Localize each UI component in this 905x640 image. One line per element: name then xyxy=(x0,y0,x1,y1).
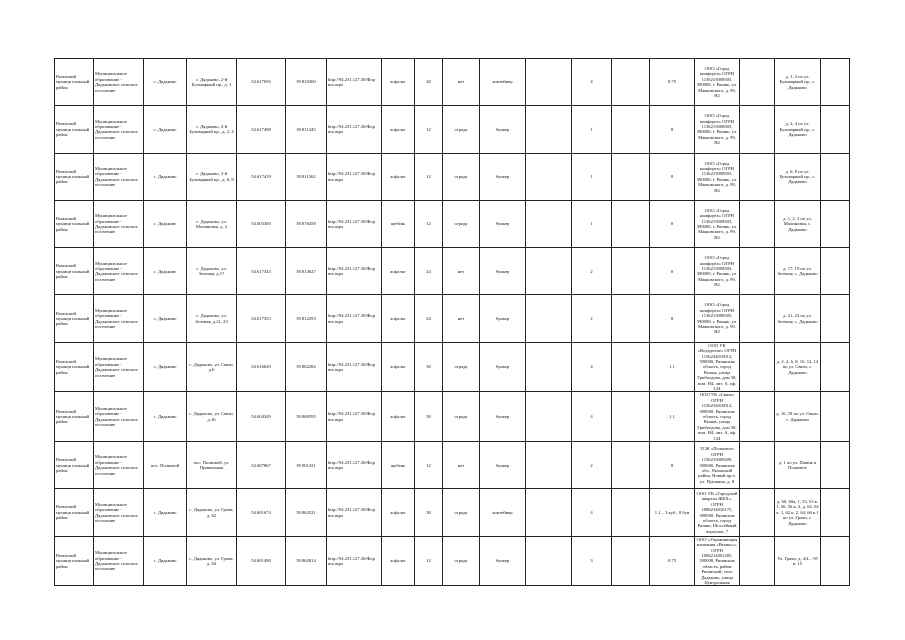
table-row xyxy=(55,248,850,295)
surface-cell: асфальт xyxy=(382,536,415,586)
empty-cell xyxy=(526,536,572,586)
served-objects-cell: д. 60, 60а, 1, 53, 53 к. 1, 56, 56 к. 2, д. 62, 62 к. 1, 62 к. 2, 64, 66 к.1 по ул. Грачи, с. Дядьково xyxy=(775,489,821,536)
fence-cell: ограда xyxy=(443,153,480,200)
map-link-cell: http://94.231.127.30/Фор ma.aspx xyxy=(327,248,382,295)
municipality-cell: Муниципальное образование - Дядьковское сельское поселение xyxy=(94,106,144,153)
fence-cell: нет xyxy=(443,295,480,342)
area-m2-cell: 12 xyxy=(415,153,443,200)
area-cell: Рязанский муници пальный район xyxy=(55,489,94,536)
fence-cell: ограда xyxy=(443,392,480,442)
surface-cell: асфальт xyxy=(382,248,415,295)
empty-cell xyxy=(526,442,572,489)
surface-cell: асфальт xyxy=(382,489,415,536)
volume-cell: 0.75 xyxy=(650,59,695,106)
volume-cell: 8 xyxy=(650,153,695,200)
table-row xyxy=(55,536,850,586)
table-row xyxy=(55,392,850,442)
area-cell: Рязанский муници пальный район xyxy=(55,106,94,153)
empty-cell xyxy=(612,342,650,392)
empty-cell xyxy=(526,200,572,247)
address-cell: с. Дядьково, ул. Малиновая, д. 2 xyxy=(187,200,237,247)
container-type-cell: бункер xyxy=(480,200,526,247)
container-count-cell: 4 xyxy=(572,392,612,442)
empty-cell xyxy=(740,536,775,586)
volume-cell: 8 xyxy=(650,442,695,489)
container-type-cell: бункер xyxy=(480,153,526,200)
area-m2-cell: 50 xyxy=(415,342,443,392)
table-row xyxy=(55,342,850,392)
empty-cell xyxy=(740,342,775,392)
volume-cell: 8 xyxy=(650,248,695,295)
municipality-cell: Муниципальное образование - Дядьковское сельское поселение xyxy=(94,489,144,536)
container-count-cell: 1 xyxy=(572,200,612,247)
owner-cell: ООО «Управляющая компания «Рязань»», ОГРН 1066214001205, 390000, Рязанская область, район Рязанский, село Дядьково, улица Центральная xyxy=(695,536,740,586)
longitude-cell: 39.876458 xyxy=(286,200,327,247)
empty-cell xyxy=(821,295,850,342)
container-count-cell: 3 xyxy=(572,536,612,586)
volume-cell: 0.75 xyxy=(650,536,695,586)
table-body xyxy=(55,59,850,586)
served-objects-cell: д. 16, 18 по ул. Связи, с. Дядьково xyxy=(775,392,821,442)
latitude-cell: 54.617343 xyxy=(237,248,286,295)
address-cell: с. Дядьково, ул. Связи, д.16 xyxy=(187,392,237,442)
owner-cell: ООО «Город комфорта» ОГРН 1136215008505, 390000, г. Рязань, ул. Маяковского, д. 99, Н2 xyxy=(695,153,740,200)
served-objects-cell: Ул. Грачи, д. 4/4 – 95 к. 15 xyxy=(775,536,821,586)
container-count-cell: 2 xyxy=(572,295,612,342)
owner-cell: ООО УК «Городской квартал ЖКХ», ОГРН 1086234010175, 390000, Рязанская область, город Рязань, Шоссейный переулок, 7 xyxy=(695,489,740,536)
address-cell: с. Дядьково, ул. Грачи, д. 84 xyxy=(187,536,237,586)
empty-cell xyxy=(526,106,572,153)
address-cell: с. Дядьково, ул. Зеленая, д.17 xyxy=(187,248,237,295)
longitude-cell: 39.862814 xyxy=(286,536,327,586)
empty-cell xyxy=(821,153,850,200)
fence-cell: нет xyxy=(443,442,480,489)
address-cell: с. Дядьково, 2-й Бульварный пр., д. 2, 4 xyxy=(187,106,237,153)
volume-cell: 8 xyxy=(650,295,695,342)
map-link-cell: http://94.231.127.30/Фор ma.aspx xyxy=(327,442,382,489)
map-link-cell: http://94.231.127.30/Фор ma.aspx xyxy=(327,295,382,342)
owner-cell: ТСЖ «Полковое» ОГРН 1136215009209, 390000, Рязанская обл., Рязанский район, Новый пр-т, ул. Пушкина, д. 8 xyxy=(695,442,740,489)
latitude-cell: 54.617656 xyxy=(237,59,286,106)
area-m2-cell: 12 xyxy=(415,442,443,489)
area-cell: Рязанский муници пальный район xyxy=(55,442,94,489)
latitude-cell: 54.604349 xyxy=(237,392,286,442)
empty-cell xyxy=(612,392,650,442)
container-count-cell: 1 xyxy=(572,106,612,153)
area-cell: Рязанский муници пальный район xyxy=(55,248,94,295)
volume-cell: 8 xyxy=(650,200,695,247)
locality-cell: с. Дядьково xyxy=(144,248,187,295)
empty-cell xyxy=(740,295,775,342)
locality-cell: с. Дядьково xyxy=(144,392,187,442)
owner-cell: ООО УК «Связь» ОГРН 1156234010012, 390000, Рязанская область, город Рязань, улица Грибоедова, дом 58, пом. Н4, лит. А, оф. 124 xyxy=(695,392,740,442)
empty-cell xyxy=(526,489,572,536)
area-m2-cell: 24 xyxy=(415,295,443,342)
latitude-cell: 54.617353 xyxy=(237,295,286,342)
longitude-cell: 39.862521 xyxy=(286,489,327,536)
municipality-cell: Муниципальное образование - Дядьковское сельское поселение xyxy=(94,59,144,106)
surface-cell: асфальт xyxy=(382,342,415,392)
address-cell: с. Дядьково, ул. Зеленая, д.21, 23 xyxy=(187,295,237,342)
empty-cell xyxy=(821,442,850,489)
served-objects-cell: д. 21, 23 по ул. Зеленая, с. Дядьково xyxy=(775,295,821,342)
empty-cell xyxy=(526,342,572,392)
fence-cell: ограда xyxy=(443,342,480,392)
container-count-cell: 4 xyxy=(572,59,612,106)
fence-cell: ограда xyxy=(443,106,480,153)
map-link-cell: http://94.231.127.30/Фор ma.aspx xyxy=(327,106,382,153)
owner-cell: ООО «Город комфорта» ОГРН 1136215008505, 390000, г. Рязань, ул. Маяковского, д. 99, Н2 xyxy=(695,295,740,342)
empty-cell xyxy=(526,392,572,442)
empty-cell xyxy=(612,248,650,295)
empty-cell xyxy=(526,153,572,200)
area-cell: Рязанский муници пальный район xyxy=(55,153,94,200)
longitude-cell: 39.862282 xyxy=(286,342,327,392)
longitude-cell: 39.810300 xyxy=(286,59,327,106)
map-link-cell: http://94.231.127.30/Фор ma.aspx xyxy=(327,489,382,536)
empty-cell xyxy=(612,200,650,247)
volume-cell: 1.1 – 3 куб.; 8 бун xyxy=(650,489,695,536)
municipality-cell: Муниципальное образование - Дядьковское сельское поселение xyxy=(94,295,144,342)
municipality-cell: Муниципальное образование - Дядьковское сельское поселение xyxy=(94,200,144,247)
empty-cell xyxy=(740,59,775,106)
fence-cell: нет xyxy=(443,59,480,106)
waste-sites-table xyxy=(54,58,850,586)
container-type-cell: бункер xyxy=(480,295,526,342)
map-link-cell: http://94.231.127.30/Фор ma.aspx xyxy=(327,200,382,247)
municipality-cell: Муниципальное образование - Дядьковское сельское поселение xyxy=(94,153,144,200)
area-m2-cell: 12 xyxy=(415,200,443,247)
empty-cell xyxy=(821,248,850,295)
locality-cell: пос. Полковой xyxy=(144,442,187,489)
latitude-cell: 54.601490 xyxy=(237,536,286,586)
latitude-cell: 54.617419 xyxy=(237,153,286,200)
address-cell: с. Дядьково, 2-й Бульварный пр., д. 6, 8 xyxy=(187,153,237,200)
area-cell: Рязанский муници пальный район xyxy=(55,342,94,392)
owner-cell: ООО «Город комфорта» ОГРН 1136215008505, 390000, г. Рязань, ул. Маяковского, д. 99, Н2 xyxy=(695,106,740,153)
empty-cell xyxy=(526,295,572,342)
area-m2-cell: 12 xyxy=(415,106,443,153)
empty-cell xyxy=(526,248,572,295)
surface-cell: асфальт xyxy=(382,106,415,153)
locality-cell: с. Дядьково xyxy=(144,200,187,247)
locality-cell: с. Дядьково xyxy=(144,489,187,536)
surface-cell: асфальт xyxy=(382,295,415,342)
served-objects-cell: д. 1, 2, 3 по ул. Малиновая, с. Дядьково xyxy=(775,200,821,247)
empty-cell xyxy=(612,295,650,342)
empty-cell xyxy=(740,200,775,247)
map-link-cell: http://94.231.127.30/Фор ma.aspx xyxy=(327,153,382,200)
municipality-cell: Муниципальное образование - Дядьковское сельское поселение xyxy=(94,342,144,392)
container-type-cell: бункер xyxy=(480,248,526,295)
surface-cell: щебень xyxy=(382,442,415,489)
container-type-cell: контейнер xyxy=(480,59,526,106)
area-m2-cell: 50 xyxy=(415,392,443,442)
municipality-cell: Муниципальное образование - Дядьковское сельское поселение xyxy=(94,536,144,586)
longitude-cell: 39.901431 xyxy=(286,442,327,489)
longitude-cell: 39.814627 xyxy=(286,248,327,295)
registry-table-sheet xyxy=(54,58,849,585)
empty-cell xyxy=(740,153,775,200)
container-type-cell: бункер xyxy=(480,536,526,586)
area-m2-cell: 24 xyxy=(415,248,443,295)
container-count-cell: 2 xyxy=(572,248,612,295)
empty-cell xyxy=(740,392,775,442)
address-cell: с. Дядьково, 2-й Бульварный пр., д. 1 xyxy=(187,59,237,106)
container-type-cell: бункер xyxy=(480,392,526,442)
empty-cell xyxy=(612,59,650,106)
locality-cell: с. Дядьково xyxy=(144,536,187,586)
container-count-cell: 4 xyxy=(572,342,612,392)
locality-cell: с. Дядьково xyxy=(144,295,187,342)
locality-cell: с. Дядьково xyxy=(144,153,187,200)
area-m2-cell: 20 xyxy=(415,59,443,106)
area-m2-cell: 30 xyxy=(415,489,443,536)
address-cell: пос. Полковой, ул. Прикольная xyxy=(187,442,237,489)
latitude-cell: 54.607867 xyxy=(237,442,286,489)
container-type-cell: бункер xyxy=(480,106,526,153)
table-row xyxy=(55,442,850,489)
area-m2-cell: 12 xyxy=(415,536,443,586)
fence-cell: ограда xyxy=(443,200,480,247)
area-cell: Рязанский муници пальный район xyxy=(55,59,94,106)
longitude-cell: 39.812293 xyxy=(286,295,327,342)
empty-cell xyxy=(740,442,775,489)
empty-cell xyxy=(821,59,850,106)
empty-cell xyxy=(612,536,650,586)
map-link-cell: http://94.231.127.30/Фор ma.aspx xyxy=(327,392,382,442)
container-count-cell: 2 xyxy=(572,442,612,489)
surface-cell: асфальт xyxy=(382,153,415,200)
empty-cell xyxy=(740,106,775,153)
table-row xyxy=(55,200,850,247)
empty-cell xyxy=(612,442,650,489)
container-count-cell: 4 xyxy=(572,489,612,536)
area-cell: Рязанский муници пальный район xyxy=(55,392,94,442)
latitude-cell: 54.617498 xyxy=(237,106,286,153)
served-objects-cell: д. 1 по ул. Пашнь в Полковое xyxy=(775,442,821,489)
surface-cell: асфальт xyxy=(382,59,415,106)
fence-cell: нет xyxy=(443,248,480,295)
table-row xyxy=(55,153,850,200)
latitude-cell: 54.616620 xyxy=(237,342,286,392)
volume-cell: 1.1 xyxy=(650,342,695,392)
container-type-cell: контейнер xyxy=(480,489,526,536)
address-cell: с. Дядьково, ул. Связи, д.6 xyxy=(187,342,237,392)
served-objects-cell: д. 2, 4, 6, 8, 10, 12, 14 по ул. Связи, с. Дядьково xyxy=(775,342,821,392)
empty-cell xyxy=(821,200,850,247)
container-type-cell: бункер xyxy=(480,442,526,489)
map-link-cell: http://94.231.127.30/Фор ma.aspx xyxy=(327,342,382,392)
table-row xyxy=(55,489,850,536)
locality-cell: с. Дядьково xyxy=(144,342,187,392)
longitude-cell: 39.868595 xyxy=(286,392,327,442)
longitude-cell: 39.811345 xyxy=(286,106,327,153)
locality-cell: с. Дядьково xyxy=(144,106,187,153)
owner-cell: ООО «Город комфорта» ОГРН 1136215008505, 390000, г. Рязань, ул. Маяковского, д. 99, Н2 xyxy=(695,248,740,295)
served-objects-cell: д. 17, 19 по ул. Зеленая, с. Дядьково xyxy=(775,248,821,295)
empty-cell xyxy=(526,59,572,106)
municipality-cell: Муниципальное образование - Дядьковское сельское поселение xyxy=(94,392,144,442)
latitude-cell: 54.603300 xyxy=(237,200,286,247)
owner-cell: ООО УК «Вододелие» ОГРН 1156234010012, 390000, Рязанская область, город Рязань, улица Грибоедова, дом 58, пом. Н4, лит. А, оф. 124 xyxy=(695,342,740,392)
map-link-cell: http://94.231.127.30/Фор ma.aspx xyxy=(327,536,382,586)
empty-cell xyxy=(740,248,775,295)
table-row xyxy=(55,106,850,153)
empty-cell xyxy=(821,489,850,536)
map-link-cell: http://94.231.127.30/Фор ma.aspx xyxy=(327,59,382,106)
empty-cell xyxy=(612,489,650,536)
latitude-cell: 54.601674 xyxy=(237,489,286,536)
area-cell: Рязанский муници пальный район xyxy=(55,200,94,247)
municipality-cell: Муниципальное образование - Дядьковское сельское поселение xyxy=(94,248,144,295)
empty-cell xyxy=(821,342,850,392)
area-cell: Рязанский муници пальный район xyxy=(55,536,94,586)
empty-cell xyxy=(821,106,850,153)
served-objects-cell: д. 1, 2 по ул. Бульварный пр., с. Дядьково xyxy=(775,59,821,106)
served-objects-cell: д. 2, 4 по ул. Бульварный пр., с. Дядьково xyxy=(775,106,821,153)
area-cell: Рязанский муници пальный район xyxy=(55,295,94,342)
fence-cell: ограда xyxy=(443,536,480,586)
empty-cell xyxy=(740,489,775,536)
empty-cell xyxy=(612,106,650,153)
volume-cell: 8 xyxy=(650,106,695,153)
empty-cell xyxy=(821,536,850,586)
surface-cell: щебень xyxy=(382,200,415,247)
empty-cell xyxy=(821,392,850,442)
container-count-cell: 1 xyxy=(572,153,612,200)
address-cell: с. Дядьково, ул. Грачи, д. 62 xyxy=(187,489,237,536)
served-objects-cell: д. 6, 8 по ул. Бульварный пр., с. Дядьково xyxy=(775,153,821,200)
owner-cell: ООО «Город комфорта» ОГРН 1136215008505, 390000, г. Рязань, ул. Маяковского, д. 99, Н2 xyxy=(695,200,740,247)
municipality-cell: Муниципальное образование - Дядьковское сельское поселение xyxy=(94,442,144,489)
empty-cell xyxy=(612,153,650,200)
surface-cell: асфальт xyxy=(382,392,415,442)
container-type-cell: бункер xyxy=(480,342,526,392)
table-row xyxy=(55,295,850,342)
owner-cell: ООО «Город комфорта» ОГРН 1136215008505, 390000, г. Рязань, ул. Маяковского, д. 99, Н2 xyxy=(695,59,740,106)
table-row xyxy=(55,59,850,106)
longitude-cell: 39.811362 xyxy=(286,153,327,200)
volume-cell: 1.1 xyxy=(650,392,695,442)
fence-cell: ограда xyxy=(443,489,480,536)
locality-cell: с. Дядьково xyxy=(144,59,187,106)
